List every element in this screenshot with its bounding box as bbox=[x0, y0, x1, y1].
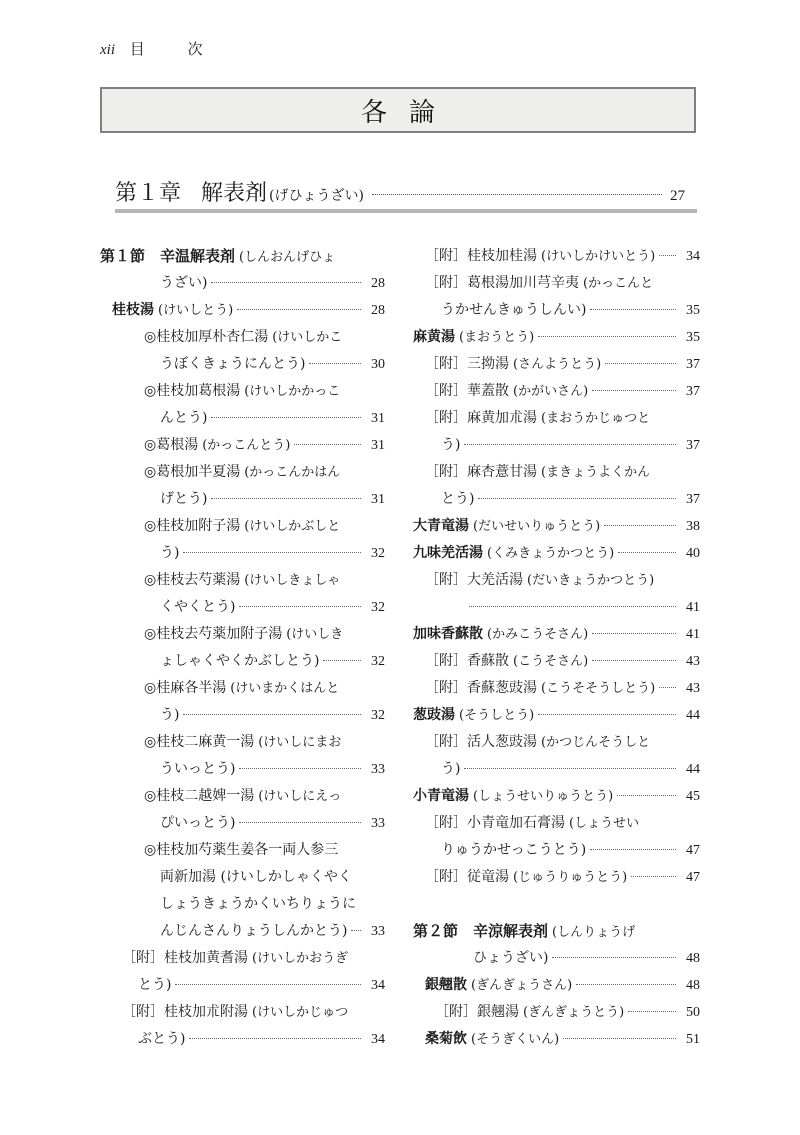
dot-leader bbox=[617, 795, 676, 796]
toc-entry[interactable] bbox=[413, 783, 700, 810]
toc-entry[interactable] bbox=[413, 378, 700, 405]
entry-line bbox=[100, 864, 385, 891]
entry-line bbox=[413, 675, 700, 702]
dot-leader bbox=[576, 984, 676, 985]
entry-title: ［附］活人葱豉湯 bbox=[425, 734, 537, 750]
entry-line bbox=[100, 783, 385, 810]
entry-page: 43 bbox=[686, 654, 700, 669]
dot-leader bbox=[175, 984, 361, 985]
entry-line bbox=[413, 864, 700, 891]
entry-reading: (けいしにまお bbox=[258, 735, 342, 750]
entry-title: ［附］従竜湯 bbox=[425, 869, 509, 885]
entry-line bbox=[413, 378, 700, 405]
dot-leader bbox=[211, 282, 361, 283]
toc-entry[interactable] bbox=[413, 405, 700, 459]
entry-title: ◎桂枝加厚朴杏仁湯 bbox=[144, 329, 269, 345]
dot-leader bbox=[618, 552, 676, 553]
entry-title: ［附］香蘇散 bbox=[425, 653, 509, 669]
toc-entry[interactable] bbox=[100, 378, 385, 432]
entry-continuation: とう) bbox=[441, 491, 475, 507]
entry-reading: (けいしにえっ bbox=[258, 789, 342, 804]
dot-leader bbox=[592, 633, 676, 634]
entry-reading: (まおうかじゅつと bbox=[541, 411, 651, 426]
toc-entry[interactable] bbox=[100, 621, 385, 675]
entry-line bbox=[100, 648, 385, 675]
entry-page: 30 bbox=[371, 357, 385, 372]
entry-line bbox=[100, 378, 385, 405]
entry-title: ［附］銀翹湯 bbox=[435, 1004, 519, 1020]
toc-entry[interactable] bbox=[413, 459, 700, 513]
dot-leader bbox=[189, 1038, 361, 1039]
entry-line bbox=[413, 432, 700, 459]
entry-line bbox=[100, 324, 385, 351]
entry-line bbox=[100, 972, 385, 999]
entry-line bbox=[100, 459, 385, 486]
entry-continuation: う) bbox=[441, 761, 461, 777]
entry-reading: (しんりょうげ bbox=[552, 925, 636, 940]
entry-title: ◎桂枝加葛根湯 bbox=[144, 383, 241, 399]
entry-line bbox=[413, 1026, 700, 1053]
entry-continuation: ひょうざい) bbox=[473, 950, 549, 966]
entry-page: 31 bbox=[371, 492, 385, 507]
entry-line bbox=[100, 756, 385, 783]
entry-line bbox=[100, 270, 385, 297]
entry-line bbox=[413, 297, 700, 324]
entry-line bbox=[100, 945, 385, 972]
entry-reading: (まおうとう) bbox=[459, 330, 535, 345]
toc-entry[interactable] bbox=[413, 810, 700, 864]
section-spacer bbox=[413, 891, 700, 918]
entry-title: 麻黄湯 bbox=[413, 329, 455, 345]
entry-page: 44 bbox=[686, 708, 700, 723]
entry-line bbox=[100, 594, 385, 621]
entry-line bbox=[100, 999, 385, 1026]
dot-leader bbox=[239, 822, 361, 823]
entry-line bbox=[413, 702, 700, 729]
dot-leader bbox=[592, 390, 676, 391]
entry-line bbox=[100, 567, 385, 594]
running-head bbox=[100, 38, 203, 59]
chapter-reading: (げひょうざい) bbox=[269, 188, 364, 204]
entry-page: 32 bbox=[371, 708, 385, 723]
entry-page: 33 bbox=[371, 816, 385, 831]
entry-title: ［附］華蓋散 bbox=[425, 383, 509, 399]
dot-leader bbox=[631, 876, 676, 877]
entry-page: 32 bbox=[371, 546, 385, 561]
entry-reading: (こうそさん) bbox=[513, 654, 589, 669]
toc-entry[interactable] bbox=[100, 675, 385, 729]
part-title: 各論 bbox=[360, 97, 457, 128]
entry-line bbox=[100, 297, 385, 324]
toc-entry[interactable] bbox=[100, 324, 385, 378]
dot-leader bbox=[659, 255, 676, 256]
entry-reading: (けいまかくはんと bbox=[230, 681, 340, 696]
toc-entry[interactable] bbox=[413, 918, 700, 972]
entry-reading: (けいしかこ bbox=[272, 330, 343, 345]
entry-title: ［附］麻黄加朮湯 bbox=[425, 410, 537, 426]
entry-page: 44 bbox=[686, 762, 700, 777]
entry-line bbox=[100, 1026, 385, 1053]
entry-title: 大青竜湯 bbox=[413, 518, 469, 534]
toc-entry[interactable] bbox=[413, 1026, 700, 1053]
dot-leader bbox=[211, 417, 361, 418]
entry-reading: (そうしとう) bbox=[459, 708, 535, 723]
entry-page: 50 bbox=[686, 1005, 700, 1020]
entry-page: 35 bbox=[686, 303, 700, 318]
dot-leader bbox=[563, 1038, 676, 1039]
chapter-rule bbox=[115, 209, 697, 213]
dot-leader bbox=[659, 687, 676, 688]
entry-reading: (だいせいりゅうとう) bbox=[473, 519, 601, 534]
entry-line bbox=[100, 351, 385, 378]
entry-line bbox=[100, 513, 385, 540]
dot-leader bbox=[592, 660, 676, 661]
running-title-1: 目 bbox=[129, 40, 145, 58]
entry-continuation: ぴいっとう) bbox=[160, 815, 236, 831]
toc-entry[interactable] bbox=[100, 459, 385, 513]
entry-title: ◎桂枝加附子湯 bbox=[144, 518, 241, 534]
entry-line bbox=[100, 675, 385, 702]
entry-page: 33 bbox=[371, 762, 385, 777]
entry-title: 桂枝湯 bbox=[112, 302, 154, 318]
entry-continuation: う) bbox=[160, 545, 180, 561]
entry-line bbox=[100, 810, 385, 837]
entry-continuation: うかせんきゅうしんい) bbox=[441, 302, 587, 318]
toc-entry[interactable] bbox=[413, 567, 700, 621]
entry-continuation: ぶとう) bbox=[138, 1031, 186, 1047]
entry-page: 34 bbox=[371, 1032, 385, 1047]
entry-reading: (くみきょうかつとう) bbox=[487, 546, 615, 561]
entry-line bbox=[413, 594, 700, 621]
entry-title: 加味香蘇散 bbox=[413, 626, 483, 642]
toc-entry[interactable] bbox=[100, 513, 385, 567]
entry-line bbox=[100, 918, 385, 945]
entry-page: 28 bbox=[371, 303, 385, 318]
entry-page: 31 bbox=[371, 411, 385, 426]
dot-leader bbox=[628, 1011, 676, 1012]
entry-reading: (けいしかじゅつ bbox=[252, 1005, 349, 1020]
toc-entry[interactable] bbox=[413, 270, 700, 324]
entry-title: ◎桂枝加芍薬生姜各一両人参三 bbox=[144, 842, 339, 858]
entry-continuation: とう) bbox=[138, 977, 172, 993]
entry-page: 43 bbox=[686, 681, 700, 696]
entry-title: ［附］三拗湯 bbox=[425, 356, 509, 372]
entry-title: 桑菊飲 bbox=[425, 1031, 467, 1047]
entry-page: 37 bbox=[686, 438, 700, 453]
part-title-box bbox=[100, 87, 696, 133]
entry-page: 37 bbox=[686, 384, 700, 399]
entry-reading: (けいしかかっこ bbox=[244, 384, 341, 399]
entry-line bbox=[413, 999, 700, 1026]
toc-entry[interactable] bbox=[100, 999, 385, 1053]
dot-leader bbox=[464, 444, 676, 445]
entry-page: 37 bbox=[686, 357, 700, 372]
toc-entry[interactable] bbox=[413, 324, 700, 351]
entry-line bbox=[413, 972, 700, 999]
entry-page: 48 bbox=[686, 951, 700, 966]
entry-page: 38 bbox=[686, 519, 700, 534]
chapter-entry[interactable] bbox=[115, 176, 685, 206]
entry-line bbox=[413, 351, 700, 378]
toc-left-column bbox=[100, 243, 385, 1053]
entry-page: 34 bbox=[371, 978, 385, 993]
entry-reading: (ぎんぎょうさん) bbox=[471, 978, 573, 993]
entry-reading: (かがいさん) bbox=[513, 384, 589, 399]
entry-title: ［附］桂枝加黄耆湯 bbox=[122, 950, 248, 966]
entry-reading: (こうそそうしとう) bbox=[541, 681, 656, 696]
entry-line bbox=[413, 459, 700, 486]
entry-title: ［附］小青竜加石膏湯 bbox=[425, 815, 565, 831]
toc-entry[interactable] bbox=[413, 513, 700, 540]
entry-continuation: んじんさんりょうしんかとう) bbox=[160, 923, 348, 939]
entry-page: 41 bbox=[686, 627, 700, 642]
toc-entry[interactable] bbox=[413, 702, 700, 729]
toc-entry[interactable] bbox=[100, 243, 385, 297]
entry-reading: (けいしかおうぎ bbox=[252, 951, 349, 966]
dot-leader bbox=[239, 768, 361, 769]
entry-line bbox=[100, 486, 385, 513]
entry-line bbox=[413, 810, 700, 837]
entry-reading: (さんようとう) bbox=[513, 357, 602, 372]
entry-title: ［附］麻杏薏甘湯 bbox=[425, 464, 537, 480]
entry-line bbox=[413, 648, 700, 675]
toc-entry[interactable] bbox=[413, 999, 700, 1026]
toc-entry[interactable] bbox=[100, 837, 385, 945]
entry-reading: (しんおんげひょ bbox=[239, 250, 336, 265]
toc-entry[interactable] bbox=[413, 972, 700, 999]
toc-entry[interactable] bbox=[413, 729, 700, 783]
entry-line bbox=[100, 243, 385, 270]
entry-page: 51 bbox=[686, 1032, 700, 1047]
entry-reading: (ぎんぎょうとう) bbox=[523, 1005, 625, 1020]
entry-page: 48 bbox=[686, 978, 700, 993]
entry-page: 47 bbox=[686, 870, 700, 885]
entry-title: 銀翹散 bbox=[425, 977, 467, 993]
entry-line bbox=[413, 540, 700, 567]
dot-leader bbox=[590, 309, 676, 310]
entry-title: ◎桂枝去芍薬加附子湯 bbox=[144, 626, 283, 642]
entry-title: ［附］桂枝加朮附湯 bbox=[122, 1004, 248, 1020]
entry-title: ◎葛根加半夏湯 bbox=[144, 464, 241, 480]
entry-continuation: しょうきょうかくいちりょうに bbox=[160, 896, 356, 912]
entry-reading: (かっこんと bbox=[583, 276, 654, 291]
entry-continuation: んとう) bbox=[160, 410, 208, 426]
entry-page: 45 bbox=[686, 789, 700, 804]
entry-reading: (しょうせいりゅうとう) bbox=[473, 789, 614, 804]
dot-leader bbox=[469, 606, 676, 607]
entry-continuation: うざい) bbox=[160, 275, 208, 291]
dot-leader bbox=[538, 714, 676, 715]
entry-line bbox=[413, 486, 700, 513]
entry-title: ［附］桂枝加桂湯 bbox=[425, 248, 537, 264]
entry-title: ［附］大羌活湯 bbox=[425, 572, 523, 588]
toc-entry[interactable] bbox=[413, 540, 700, 567]
entry-line bbox=[413, 324, 700, 351]
entry-line bbox=[413, 918, 700, 945]
entry-reading: (かつじんそうしと bbox=[541, 735, 651, 750]
entry-page: 40 bbox=[686, 546, 700, 561]
entry-page: 34 bbox=[686, 249, 700, 264]
dot-leader bbox=[294, 444, 361, 445]
toc-entry[interactable] bbox=[413, 675, 700, 702]
entry-line bbox=[413, 513, 700, 540]
entry-title: 葱豉湯 bbox=[413, 707, 455, 723]
entry-reading: (けいしかぶしと bbox=[244, 519, 341, 534]
dot-leader bbox=[372, 194, 662, 195]
entry-reading: (けいしかけいとう) bbox=[541, 249, 656, 264]
entry-page: 31 bbox=[371, 438, 385, 453]
entry-line bbox=[100, 702, 385, 729]
entry-reading: (けいしとう) bbox=[158, 303, 234, 318]
entry-continuation: りゅうかせっこうとう) bbox=[441, 842, 587, 858]
entry-line bbox=[413, 945, 700, 972]
dot-leader bbox=[478, 498, 676, 499]
toc-entry[interactable] bbox=[413, 351, 700, 378]
entry-line bbox=[100, 729, 385, 756]
entry-page: 28 bbox=[371, 276, 385, 291]
dot-leader bbox=[464, 768, 676, 769]
entry-page: 37 bbox=[686, 492, 700, 507]
entry-title: ◎桂枝二越婢一湯 bbox=[144, 788, 255, 804]
dot-leader bbox=[309, 363, 361, 364]
entry-reading: (けいしき bbox=[286, 627, 344, 642]
entry-title: 九味羌活湯 bbox=[413, 545, 483, 561]
toc-entry[interactable] bbox=[413, 243, 700, 270]
entry-title: ◎桂麻各半湯 bbox=[144, 680, 227, 696]
section-heading: 第２節 辛涼解表剤 bbox=[413, 922, 549, 940]
entry-title: ◎桂枝二麻黄一湯 bbox=[144, 734, 255, 750]
toc-entry[interactable] bbox=[100, 297, 385, 324]
entry-line bbox=[100, 432, 385, 459]
dot-leader bbox=[239, 606, 361, 607]
dot-leader bbox=[538, 336, 676, 337]
entry-continuation: げとう) bbox=[160, 491, 208, 507]
section-heading: 第１節 辛温解表剤 bbox=[100, 247, 236, 265]
entry-page: 41 bbox=[686, 600, 700, 615]
page-number: xii bbox=[100, 42, 115, 58]
entry-continuation: 両新加湯 (けいしかしゃくやく bbox=[160, 869, 352, 885]
entry-page: 33 bbox=[371, 924, 385, 939]
dot-leader bbox=[323, 660, 361, 661]
entry-line bbox=[413, 270, 700, 297]
entry-line bbox=[100, 540, 385, 567]
dot-leader bbox=[552, 957, 676, 958]
dot-leader bbox=[183, 714, 361, 715]
entry-continuation: ういっとう) bbox=[160, 761, 236, 777]
entry-line bbox=[413, 621, 700, 648]
chapter-number: 第１章 bbox=[115, 181, 182, 206]
entry-continuation: くやくとう) bbox=[160, 599, 236, 615]
entry-line bbox=[100, 621, 385, 648]
entry-title: ◎葛根湯 bbox=[144, 437, 199, 453]
dot-leader bbox=[237, 309, 361, 310]
dot-leader bbox=[183, 552, 361, 553]
toc-entry[interactable] bbox=[100, 783, 385, 837]
entry-continuation: うぼくきょうにんとう) bbox=[160, 356, 306, 372]
dot-leader bbox=[211, 498, 361, 499]
toc-entry[interactable] bbox=[100, 729, 385, 783]
entry-reading: (かみこうそさん) bbox=[487, 627, 589, 642]
entry-page: 35 bbox=[686, 330, 700, 345]
entry-title: 小青竜湯 bbox=[413, 788, 469, 804]
running-title-2: 次 bbox=[187, 40, 203, 58]
entry-reading: (そうぎくいん) bbox=[471, 1032, 560, 1047]
dot-leader bbox=[590, 849, 676, 850]
entry-line bbox=[413, 783, 700, 810]
toc-entry[interactable] bbox=[413, 621, 700, 648]
entry-line bbox=[100, 891, 385, 918]
entry-title: ［附］葛根湯加川芎辛夷 bbox=[425, 275, 579, 291]
entry-reading: (まきょうよくかん bbox=[541, 465, 651, 480]
entry-page: 32 bbox=[371, 654, 385, 669]
entry-line bbox=[100, 405, 385, 432]
entry-continuation: う) bbox=[441, 437, 461, 453]
dot-leader bbox=[605, 363, 676, 364]
entry-line bbox=[413, 729, 700, 756]
entry-line bbox=[413, 567, 700, 594]
entry-reading: (けいしきょしゃ bbox=[244, 573, 341, 588]
entry-line bbox=[413, 756, 700, 783]
entry-page: 47 bbox=[686, 843, 700, 858]
entry-title: ◎桂枝去芍薬湯 bbox=[144, 572, 241, 588]
chapter-page: 27 bbox=[670, 188, 685, 204]
toc-entry[interactable] bbox=[413, 864, 700, 891]
toc-entry[interactable] bbox=[413, 648, 700, 675]
entry-page: 32 bbox=[371, 600, 385, 615]
dot-leader bbox=[604, 525, 676, 526]
entry-line bbox=[413, 243, 700, 270]
entry-title: ［附］香蘇葱豉湯 bbox=[425, 680, 537, 696]
entry-reading: (かっこんかはん bbox=[244, 465, 341, 480]
chapter-title: 解表剤 bbox=[201, 181, 268, 206]
entry-line bbox=[413, 405, 700, 432]
dot-leader bbox=[351, 930, 361, 931]
toc-entry[interactable] bbox=[100, 432, 385, 459]
entry-reading: (しょうせい bbox=[569, 816, 640, 831]
toc-entry[interactable] bbox=[100, 945, 385, 999]
entry-reading: (だいきょうかつとう) bbox=[527, 573, 655, 588]
entry-continuation: ょしゃくやくかぶしとう) bbox=[160, 653, 320, 669]
entry-reading: (かっこんとう) bbox=[202, 438, 291, 453]
toc-entry[interactable] bbox=[100, 567, 385, 621]
entry-continuation: う) bbox=[160, 707, 180, 723]
entry-line bbox=[413, 837, 700, 864]
toc-right-column bbox=[413, 243, 700, 1053]
entry-reading: (じゅうりゅうとう) bbox=[513, 870, 628, 885]
entry-line bbox=[100, 837, 385, 864]
